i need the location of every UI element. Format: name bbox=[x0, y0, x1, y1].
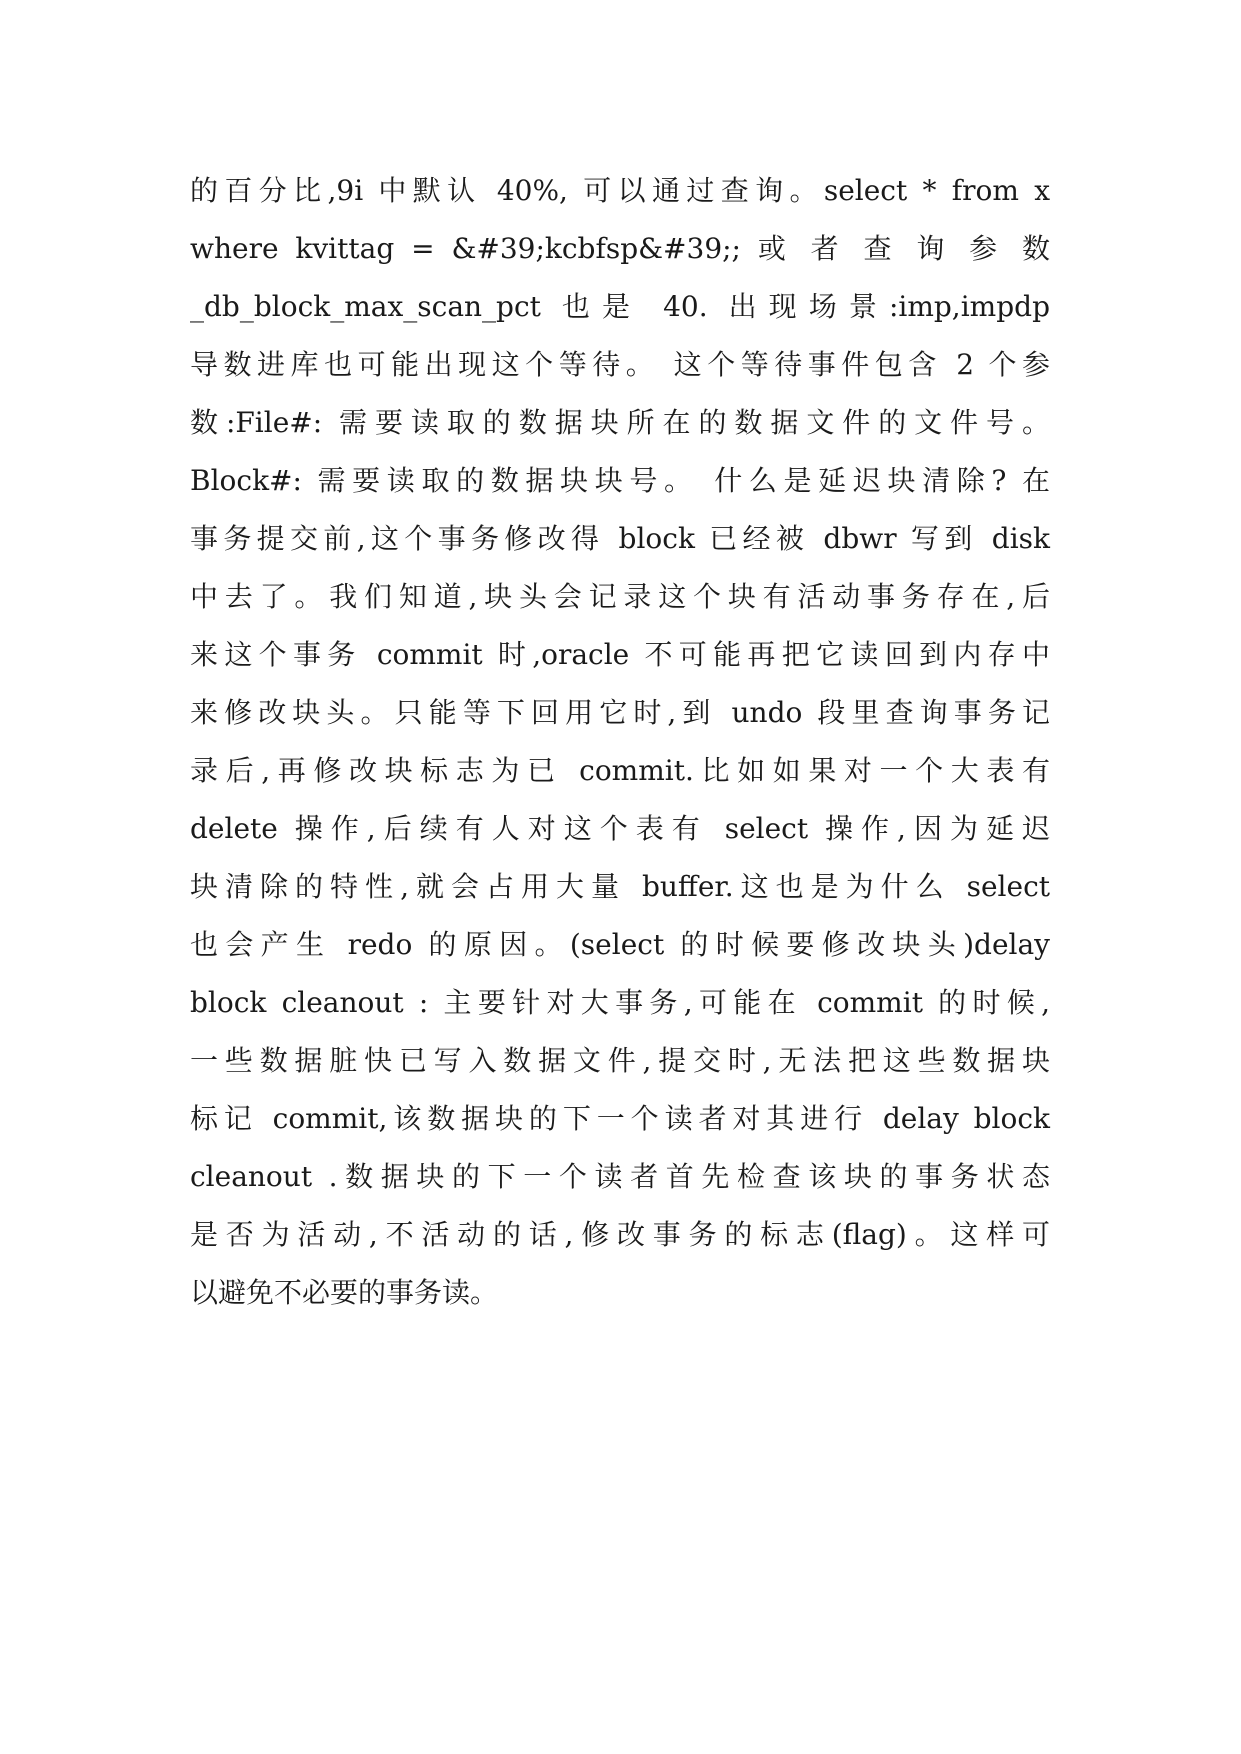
text-line-10: 来修改块头。只能等下回用它时,到 undo 段里查询事务记 bbox=[190, 696, 1050, 729]
text-line-20: 以避免不必要的事务读。 bbox=[190, 1276, 499, 1309]
text-line-5: 数:File#: 需要读取的数据块所在的数据文件的文件号。 bbox=[190, 406, 1050, 439]
text-line-16: 一些数据脏快已写入数据文件,提交时,无法把这些数据块 bbox=[190, 1044, 1050, 1077]
text-line-2: where kvittag = &#39;kcbfsp&#39;; 或 者 查 询 参 数 bbox=[190, 232, 1050, 265]
text-line-12: delete 操作,后续有人对这个表有 select 操作,因为延迟 bbox=[190, 812, 1050, 845]
text-line-6: Block#: 需要读取的数据块块号。 什么是延迟块清除? 在 bbox=[190, 464, 1050, 497]
text-line-17: 标记 commit,该数据块的下一个读者对其进行 delay block bbox=[190, 1102, 1050, 1135]
text-line-14: 也会产生 redo 的原因。(select 的时候要修改块头)delay bbox=[190, 928, 1050, 961]
text-line-7: 事务提交前,这个事务修改得 block 已经被 dbwr 写到 disk bbox=[190, 522, 1050, 555]
text-line-4: 导数进库也可能出现这个等待。 这个等待事件包含 2 个参 bbox=[190, 348, 1050, 381]
text-line-9: 来这个事务 commit 时,oracle 不可能再把它读回到内存中 bbox=[190, 638, 1050, 671]
text-line-8: 中去了。我们知道,块头会记录这个块有活动事务存在,后 bbox=[190, 580, 1050, 613]
text-line-18: cleanout .数据块的下一个读者首先检查该块的事务状态 bbox=[190, 1160, 1050, 1193]
text-line-11: 录后,再修改块标志为已 commit.比如如果对一个大表有 bbox=[190, 754, 1050, 787]
text-line-1: 的百分比,9i 中默认 40%, 可以通过查询。select * from x bbox=[190, 174, 1050, 207]
text-line-15: block cleanout : 主要针对大事务,可能在 commit 的时候, bbox=[190, 986, 1050, 1019]
text-line-19: 是否为活动,不活动的话,修改事务的标志(flag)。这样可 bbox=[190, 1218, 1050, 1251]
text-line-3: _db_block_max_scan_pct 也是 40. 出现场景:imp,impdp bbox=[190, 290, 1050, 323]
body-paragraph bbox=[190, 162, 1050, 1322]
text-line-13: 块清除的特性,就会占用大量 buffer.这也是为什么 select bbox=[190, 870, 1050, 903]
